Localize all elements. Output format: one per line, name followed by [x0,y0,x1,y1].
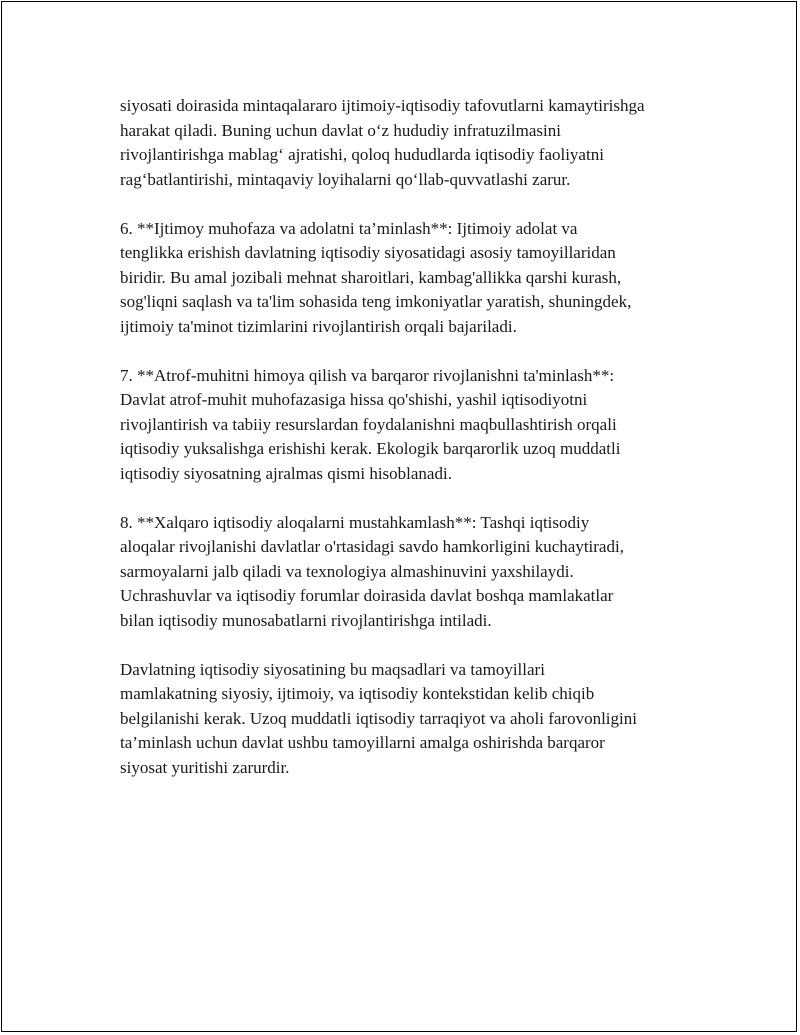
text-line: siyosati doirasida mintaqalararo ijtimoiy-iqtisodiy tafovutlarni kamaytirishga [120,96,645,115]
document-page [1,1,797,1032]
text-line: mamlakatning siyosiy, ijtimoiy, va iqtisodiy kontekstidan kelib chiqib [120,684,595,703]
paragraph-international-relations [120,511,720,634]
text-line: sarmoyalarni jalb qiladi va texnologiya almashinuvini yaxshilaydi. [120,561,574,581]
text-line: bilan iqtisodiy munosabatlarni rivojlantirishga intiladi. [120,610,492,630]
text-line: iqtisodiy siyosatning ajralmas qismi hisoblanadi. [120,463,452,483]
text-line: harakat qiladi. Buning uchun davlat oʻz hududiy infratuzilmasini [120,120,561,140]
text-line: Uchrashuvlar va iqtisodiy forumlar doirasida davlat boshqa mamlakatlar [120,586,614,605]
paragraph-environment [120,364,720,487]
text-line: Davlatning iqtisodiy siyosatining bu maqsadlari va tamoyillari [120,659,545,679]
paragraph-conclusion [120,658,720,781]
text-line: ragʻbatlantirishi, mintaqaviy loyihalarni qoʻllab-quvvatlashi zarur. [120,169,571,189]
text-line: Davlat atrof-muhit muhofazasiga hissa qo'shishi, yashil iqtisodiyotni [120,390,588,409]
text-line: 8. **Xalqaro iqtisodiy aloqalarni mustahkamlash**: Tashqi iqtisodiy [120,512,590,532]
document-body [120,94,720,805]
text-line: aloqalar rivojlanishi davlatlar o'rtasidagi savdo hamkorligini kuchaytiradi, [120,537,624,556]
text-line: ijtimoiy ta'minot tizimlarini rivojlantirish orqali bajariladi. [120,316,517,336]
text-line: biridir. Bu amal jozibali mehnat sharoitlari, kambag'allikka qarshi kurash, [120,267,622,287]
text-line: belgilanishi kerak. Uzoq muddatli iqtisodiy tarraqiyot va aholi farovonligini [120,708,637,728]
text-line: siyosat yuritishi zarurdir. [120,757,290,777]
text-line: ta’minlash uchun davlat ushbu tamoyillarni amalga oshirishda barqaror [120,733,605,752]
text-line: tenglikka erishish davlatning iqtisodiy siyosatidagi asosiy tamoyillaridan [120,243,616,262]
text-line: 7. **Atrof-muhitni himoya qilish va barqaror rivojlanishni ta'minlash**: [120,365,615,385]
text-line: rivojlantirishga mablagʻ ajratishi, qoloq hududlarda iqtisodiy faoliyatni [120,145,604,164]
text-line: rivojlantirish va tabiiy resurslardan foydalanishni maqbullashtirish orqali [120,414,617,434]
text-line: 6. **Ijtimoy muhofaza va adolatni ta’minlash**: Ijtimoiy adolat va [120,218,578,238]
paragraph-social-protection [120,217,720,340]
paragraph-regional-policy [120,94,720,192]
text-line: iqtisodiy yuksalishga erishishi kerak. Ekologik barqarorlik uzoq muddatli [120,439,621,458]
text-line: sog'liqni saqlash va ta'lim sohasida teng imkoniyatlar yaratish, shuningdek, [120,292,632,311]
